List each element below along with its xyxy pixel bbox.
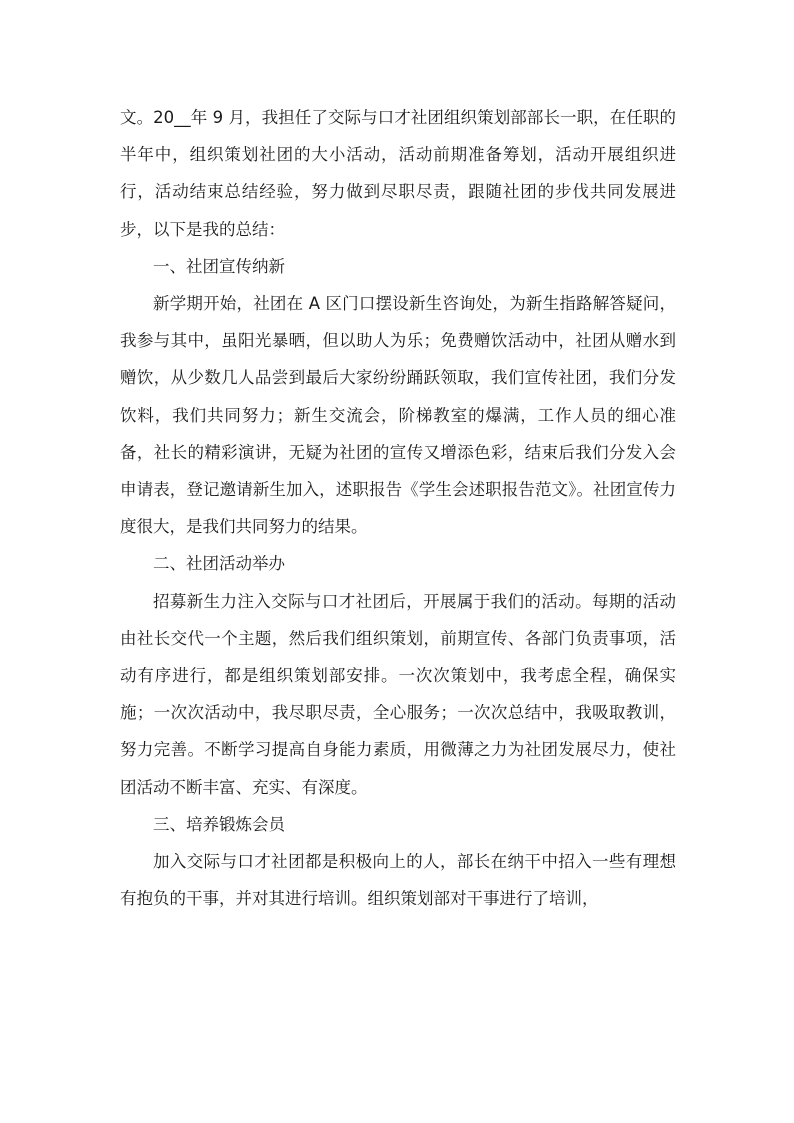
section-1-paragraph: 新学期开始，社团在 A 区门口摆设新生咨询处，为新生指路解答疑问，我参与其中，虽阳光暴晒，但以助人为乐；免费赠饮活动中，社团从赠水到赠饮，从少数几人品尝到最后大家纷纷踊跃领取，我们宣传社团，我们分发饮料，我们共同努力；新生交流会，阶梯教室的爆满，工作人员的细心准备，社长的精彩演讲，无疑为社团的宣传又增添色彩，结束后我们分发入会申请表，登记邀请新生加入，述职报告《学生会述职报告范文》。社团宣传力度很大，是我们共同努力的结果。 [120,294,676,537]
section-3-paragraph: 加入交际与口才社团都是积极向上的人，部长在纳干中招入一些有理想有抱负的干事，并对其进行培训。组织策划部对干事进行了培训， [120,852,676,909]
section-heading-2: 二、社团活动举办 [153,554,285,574]
intro-paragraph: 文。20__年 9 月，我担任了交际与口才社团组织策划部部长一职，在任职的半年中，组织策划社团的大小活动，活动前期准备筹划，活动开展组织进行，活动结束总结经验，努力做到尽职尽责，跟随社团的步伐共同发展进步，以下是我的总结： [120,108,676,239]
section-heading-3: 三、培养锻炼会员 [153,814,285,834]
section-heading-1: 一、社团宣传纳新 [153,256,285,276]
section-2-paragraph: 招募新生力注入交际与口才社团后，开展属于我们的活动。每期的活动由社长交代一个主题，然后我们组织策划，前期宣传、各部门负责事项，活动有序进行，都是组织策划部安排。一次次策划中，我考虑全程，确保实施；一次次活动中，我尽职尽责，全心服务；一次次总结中，我吸取教训，努力完善。不断学习提高自身能力素质，用微薄之力为社团发展尽力，使社团活动不断丰富、充实、有深度。 [120,591,676,797]
document-body [120,99,676,917]
